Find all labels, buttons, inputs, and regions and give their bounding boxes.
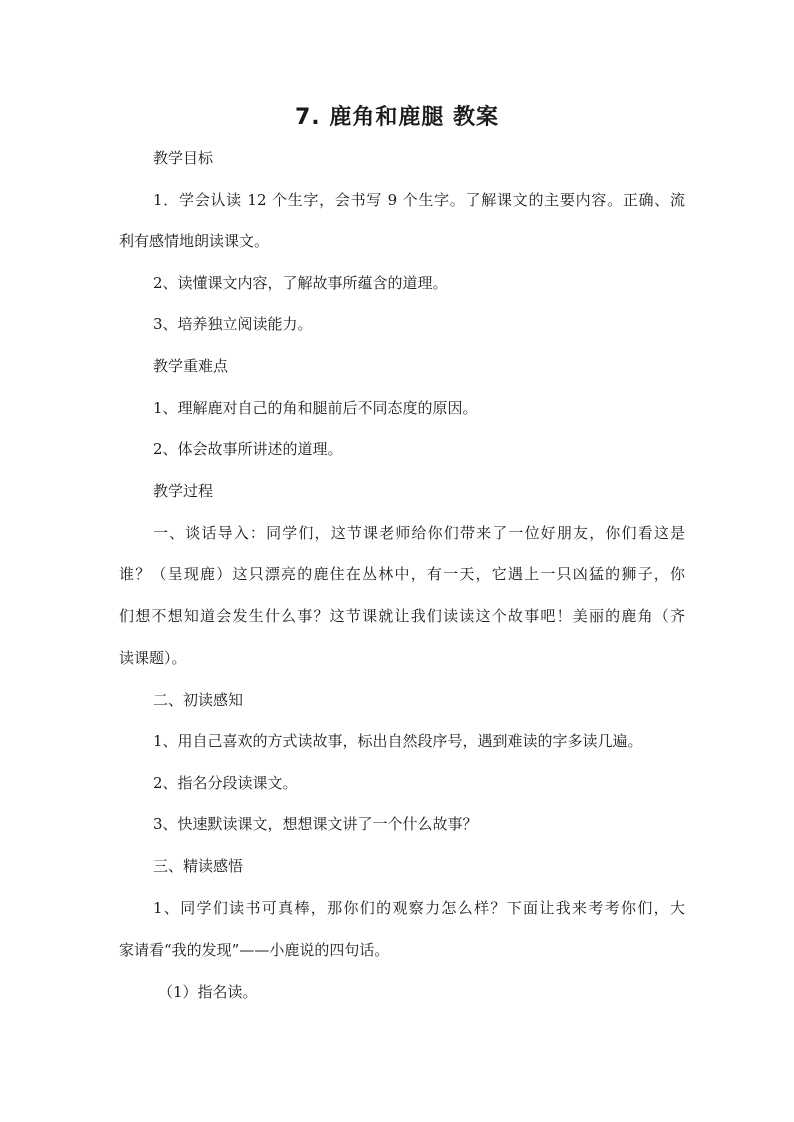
- paragraph-line: 一、谈话导入：同学们，这节课老师给你们带来了一位好朋友，你们看这是: [153, 524, 685, 542]
- paragraph-line: 利有感情地朗读课文。: [119, 232, 270, 250]
- section-heading-goals: 教学目标: [153, 149, 214, 167]
- paragraph-line: 1、用自己喜欢的方式读故事，标出自然段序号，遇到难读的字多读几遍。: [153, 732, 643, 750]
- paragraph-line: 1、同学们读书可真棒，那你们的观察力怎么样？下面让我来考考你们，大: [153, 899, 685, 917]
- paragraph-line: 们想不想知道会发生什么事？这节课就让我们读读这个故事吧！美丽的鹿角（齐: [119, 607, 685, 625]
- paragraph-line: （1）指名读。: [158, 983, 258, 1001]
- section-heading-first-reading: 二、初读感知: [153, 691, 244, 709]
- paragraph-line: 3、培养独立阅读能力。: [153, 315, 313, 333]
- document-title: 7. 鹿角和鹿腿 教案: [295, 105, 499, 130]
- paragraph-line: 1．学会认读 12 个生字，会书写 9 个生字。了解课文的主要内容。正确、流: [153, 191, 685, 209]
- paragraph-line: 2、读懂课文内容，了解故事所蕴含的道理。: [153, 274, 448, 292]
- paragraph-line: 3、快速默读课文，想想课文讲了一个什么故事？: [153, 815, 478, 833]
- paragraph-line: 读课题）。: [119, 649, 187, 667]
- section-heading-close-reading: 三、精读感悟: [153, 857, 244, 875]
- paragraph-line: 2、体会故事所讲述的道理。: [153, 440, 343, 458]
- paragraph-line: 家请看“我的发现”——小鹿说的四句话。: [119, 941, 390, 959]
- paragraph-line: 谁？（呈现鹿）这只漂亮的鹿住在丛林中，有一天，它遇上一只凶猛的狮子，你: [119, 565, 685, 583]
- paragraph-line: 1、理解鹿对自己的角和腿前后不同态度的原因。: [153, 399, 478, 417]
- section-heading-process: 教学过程: [153, 482, 214, 500]
- paragraph-line: 2、指名分段读课文。: [153, 774, 298, 792]
- section-heading-key-points: 教学重难点: [153, 357, 229, 375]
